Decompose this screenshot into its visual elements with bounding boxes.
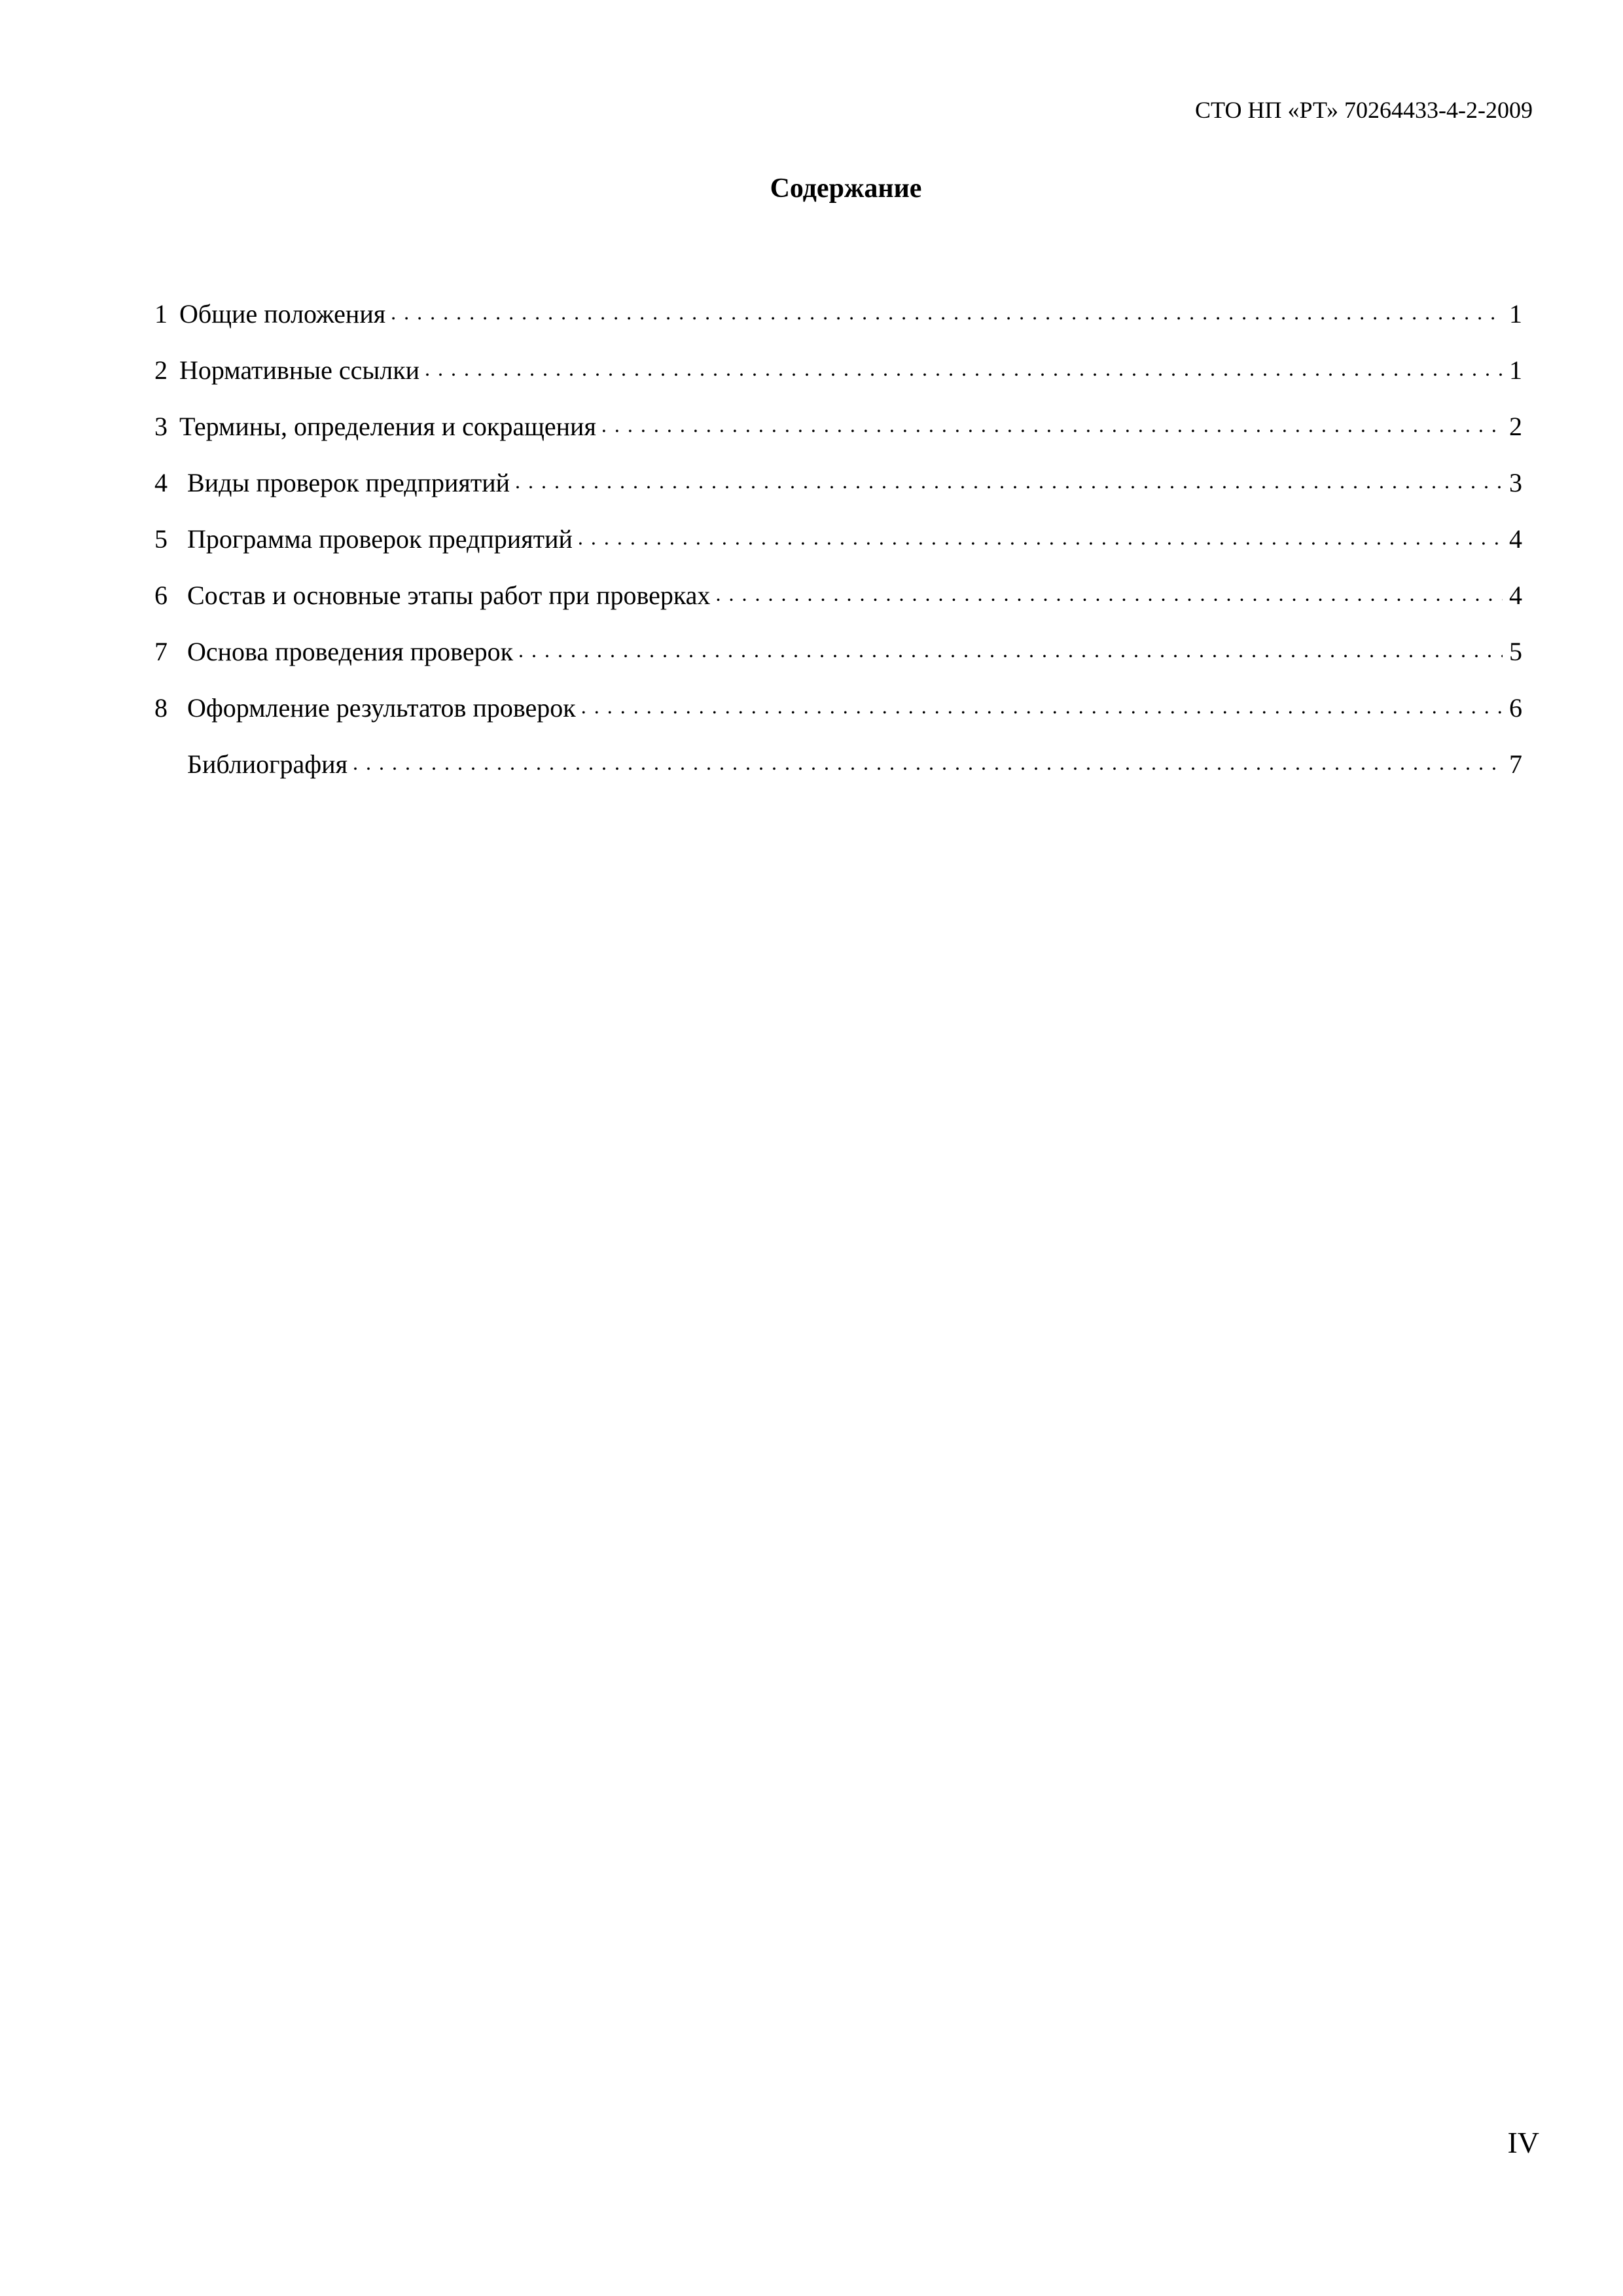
toc-entry-title: Виды проверок предприятий: [187, 468, 510, 497]
toc-entry-1[interactable]: [154, 296, 1522, 352]
toc-entry-page: 1: [1509, 355, 1522, 385]
toc-entry-title: Основа проведения проверок: [187, 637, 514, 666]
toc-dot-leader: [515, 465, 1503, 492]
toc-dot-leader: [601, 409, 1503, 435]
toc-dot-leader: [518, 634, 1503, 660]
toc-entry-title: Общие положения: [179, 299, 386, 329]
toc-entry-bibliography[interactable]: [154, 746, 1522, 802]
toc-entry-2[interactable]: [154, 352, 1522, 408]
toc-entry-number: 3: [154, 412, 168, 441]
toc-entry-page: 4: [1509, 581, 1522, 610]
toc-entry-page: 3: [1509, 468, 1522, 497]
toc-dot-leader: [715, 578, 1503, 604]
table-of-contents: [154, 296, 1522, 802]
toc-dot-leader: [353, 747, 1503, 773]
toc-entry-3[interactable]: [154, 408, 1522, 465]
toc-entry-page: 1: [1509, 299, 1522, 329]
toc-entry-5[interactable]: [154, 521, 1522, 577]
toc-entry-6[interactable]: [154, 577, 1522, 634]
toc-entry-number: 5: [154, 524, 168, 554]
toc-entry-8[interactable]: [154, 690, 1522, 746]
toc-entry-page: 6: [1509, 693, 1522, 723]
toc-entry-page: 7: [1509, 749, 1522, 779]
toc-entry-page: 2: [1509, 412, 1522, 441]
page-number: IV: [1507, 2126, 1539, 2159]
page-title: Содержание: [770, 173, 922, 204]
toc-entry-number: 4: [154, 468, 168, 497]
toc-dot-leader: [578, 522, 1503, 548]
toc-entry-number: 8: [154, 693, 168, 723]
toc-dot-leader: [581, 691, 1503, 717]
toc-entry-4[interactable]: [154, 465, 1522, 521]
toc-dot-leader: [391, 296, 1503, 323]
toc-entry-title: Нормативные ссылки: [179, 355, 420, 385]
toc-entry-number: 7: [154, 637, 168, 666]
toc-entry-title: Оформление результатов проверок: [187, 693, 576, 723]
toc-entry-7[interactable]: [154, 634, 1522, 690]
toc-entry-title: Программа проверок предприятий: [187, 524, 573, 554]
toc-entry-number: 6: [154, 581, 168, 610]
toc-entry-title: Состав и основные этапы работ при проверках: [187, 581, 711, 610]
document-code: СТО НП «РТ» 70264433-4-2-2009: [1194, 97, 1533, 123]
toc-entry-number: 2: [154, 355, 168, 385]
toc-entry-title: Термины, определения и сокращения: [179, 412, 596, 441]
toc-entry-number: 1: [154, 299, 168, 329]
toc-entry-page: 5: [1509, 637, 1522, 666]
toc-dot-leader: [425, 353, 1503, 379]
toc-entry-page: 4: [1509, 524, 1522, 554]
toc-entry-title: Библиография: [187, 749, 348, 779]
